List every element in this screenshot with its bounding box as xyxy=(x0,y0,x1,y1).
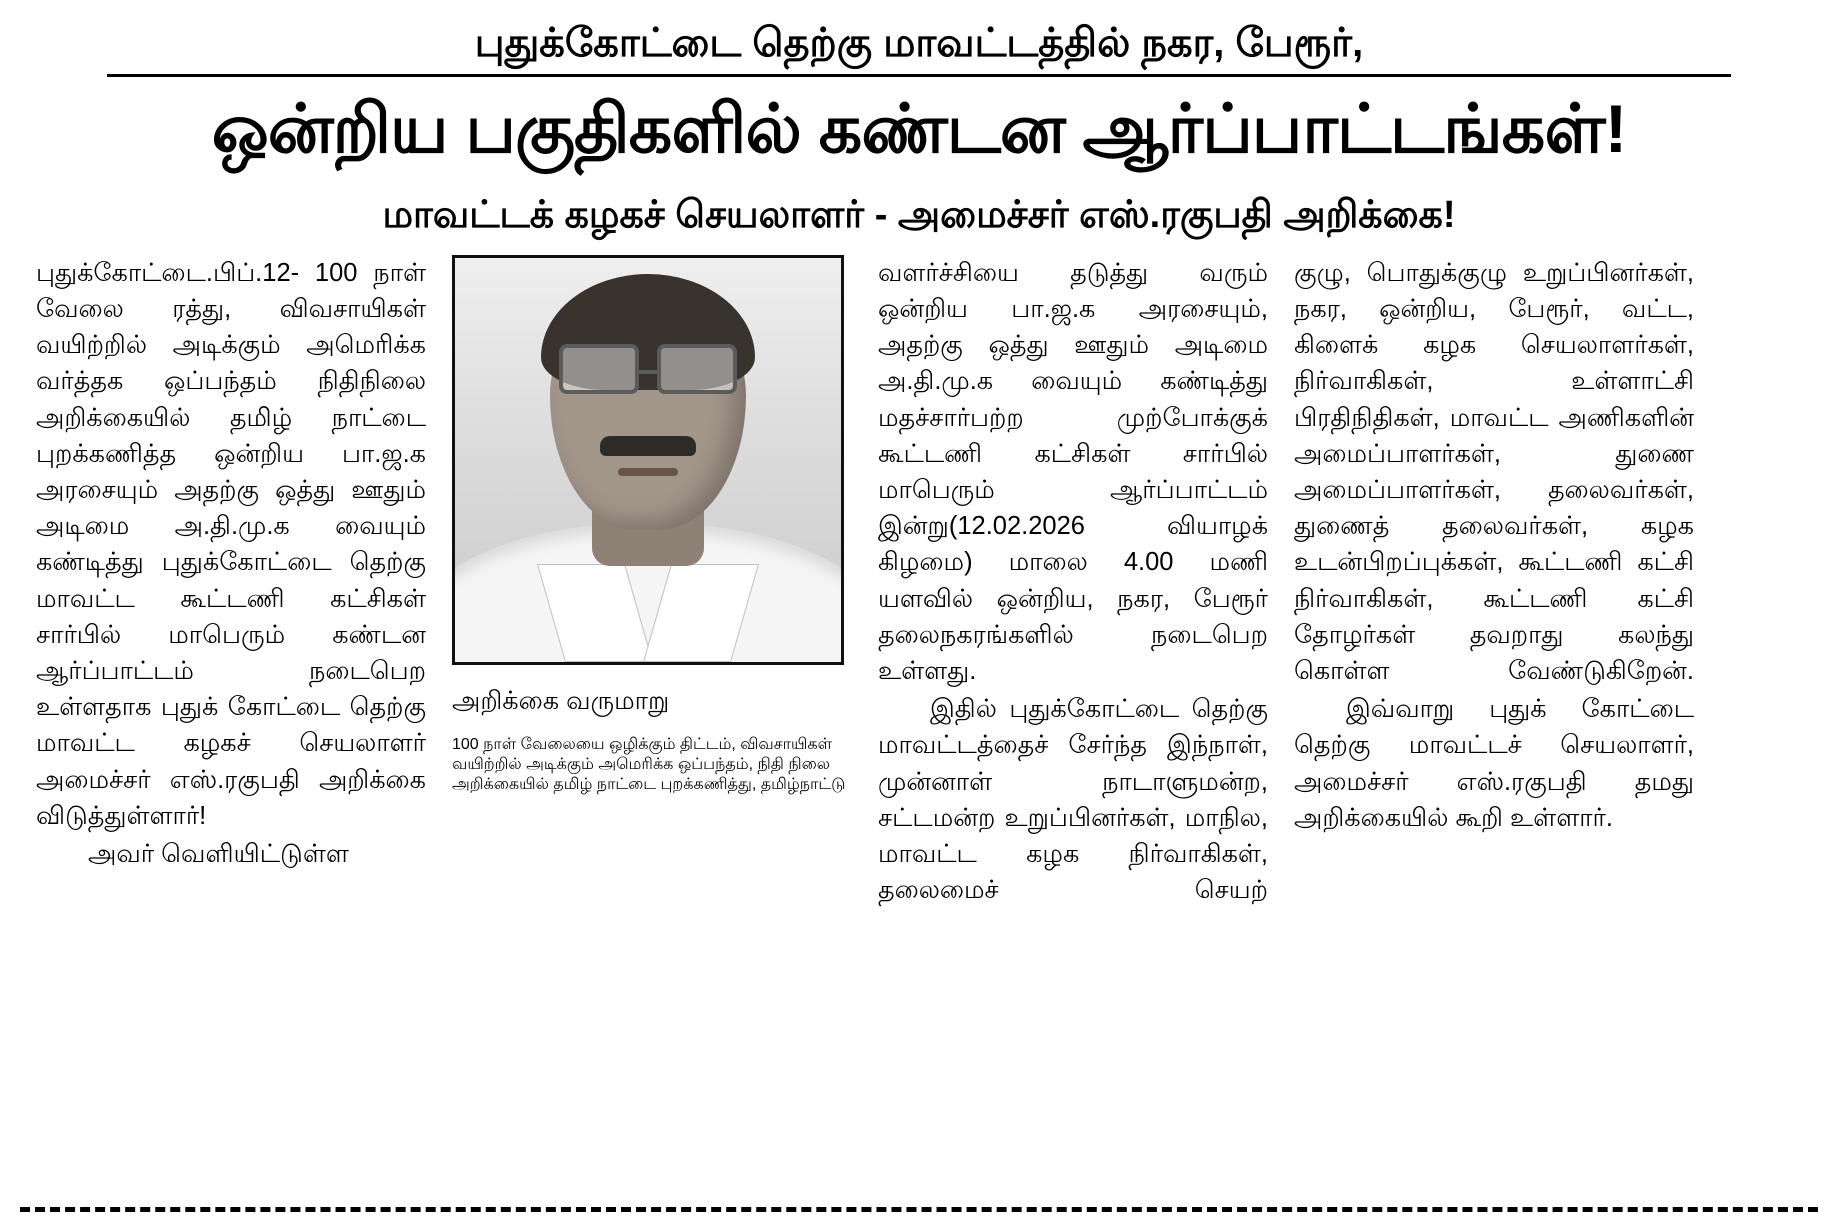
paragraph: புதுக்கோட்டை.பிப்.12- 100 நாள் வேலை ரத்து, விவசாயிகள் வயிற்றில் அடிக்கும் அமெரிக்க வர்த்தக ஒப்பந்தம் நிதிநிலை அறிக்கையில் தமிழ் நாட்டை புறக்கணித்த ஒன்றிய பா.ஜ.க அரசையும் அதற்கு ஒத்து ஊதும் அடிமை அ.தி.மு.க வையும் கண்டித்து புதுக்கோட்டை தெற்கு மாவட்ட கூட்டணி கட்சிகள் சார்பில் மாபெரும் கண்டன ஆர்ப்பாட்டம் நடைபெற உள்ளதாக புதுக் கோட்டை தெற்கு மாவட்ட கழகச் செயலாளர் அமைச்சர் எஸ்.ரகுபதி அறிக்கை விடுத்துள்ளார்! xyxy=(36,258,426,830)
footer-dashed-rule xyxy=(20,1207,1818,1212)
photo-eyeglass-right xyxy=(657,344,737,394)
article-column-3 xyxy=(878,255,1268,1045)
portrait-photo xyxy=(452,255,844,665)
sub-headline: மாவட்டக் கழகச் செயலாளர் - அமைச்சர் எஸ்.ரகுபதி அறிக்கை! xyxy=(382,194,1456,237)
article-body xyxy=(36,255,1802,1045)
photo-caption: அறிக்கை வருமாறு xyxy=(452,686,670,715)
paragraph: குழு, பொதுக்குழு உறுப்பினர்கள், நகர, ஒன்றிய, பேரூர், வட்ட, கிளைக் கழக செயலாளர்கள், நிர்வாகிகள், உள்ளாட்சி பிரதிநிதிகள், மாவட்ட அணிகளின் அமைப்பாளர்கள், துணை அமைப்பாளர்கள், தலைவர்கள், துணைத் தலைவர்கள், கழக உடன்பிறப்புக்கள், கூட்டணி கட்சி நிர்வாகிகள், கூட்டணி கட்சி தோழர்கள் தவறாது கலந்து கொள்ள வேண்டுகிறேன். xyxy=(1294,258,1694,685)
photo-moustache xyxy=(600,436,696,456)
photo-mouth xyxy=(618,468,678,476)
paragraph: வளர்ச்சியை தடுத்து வரும் ஒன்றிய பா.ஜ.க அரசையும், அதற்கு ஒத்து ஊதும் அடிமை அ.தி.மு.க வையும் கண்டித்து மதச்சார்பற்ற முற்போக்குக் கூட்டணி கட்சிகள் சார்பில் மாபெரும் ஆர்ப்பாட்டம் இன்று(12.02.2026 வியாழக் கிழமை) மாலை 4.00 மணி யளவில் ஒன்றிய, நகர, பேரூர் தலைநகரங்களில் நடைபெற உள்ளது. xyxy=(878,258,1268,685)
paragraph: 100 நாள் வேலையை ஒழிக்கும் திட்டம், விவசாயிகள் வயிற்றில் அடிக்கும் அமெரிக்க ஒப்பந்தம், நிதி நிலை அறிக்கையில் தமிழ் நாட்டை புறக்கணித்து, தமிழ்நாட்டு xyxy=(452,735,846,793)
paragraph: அவர் வெளியிட்டுள்ள xyxy=(88,840,349,868)
photo-eyeglass-bridge xyxy=(635,370,661,374)
article-column-1 xyxy=(36,255,426,1045)
paragraph: இதில் புதுக்கோட்டை தெற்கு மாவட்டத்தைச் சேர்ந்த இந்நாள், முன்னாள் நாடாளுமன்ற, சட்டமன்ற உறுப்பினர்கள், மாநில, மாவட்ட கழக நிர்வாகிகள், தலைமைச் செயற் xyxy=(878,695,1268,905)
article-column-2 xyxy=(452,255,852,1045)
article-column-4 xyxy=(1294,255,1694,1045)
photo-eyeglass-left xyxy=(559,344,639,394)
page-title: ஒன்றிய பகுதிகளில் கண்டன ஆர்ப்பாட்டங்கள்! xyxy=(211,91,1627,167)
kicker-line: புதுக்கோட்டை தெற்கு மாவட்டத்தில் நகர, பேரூர், xyxy=(107,14,1732,77)
paragraph: இவ்வாறு புதுக் கோட்டை தெற்கு மாவட்டச் செயலாளர், அமைச்சர் எஸ்.ரகுபதி தமது அறிக்கையில் கூறி உள்ளார். xyxy=(1294,695,1694,832)
